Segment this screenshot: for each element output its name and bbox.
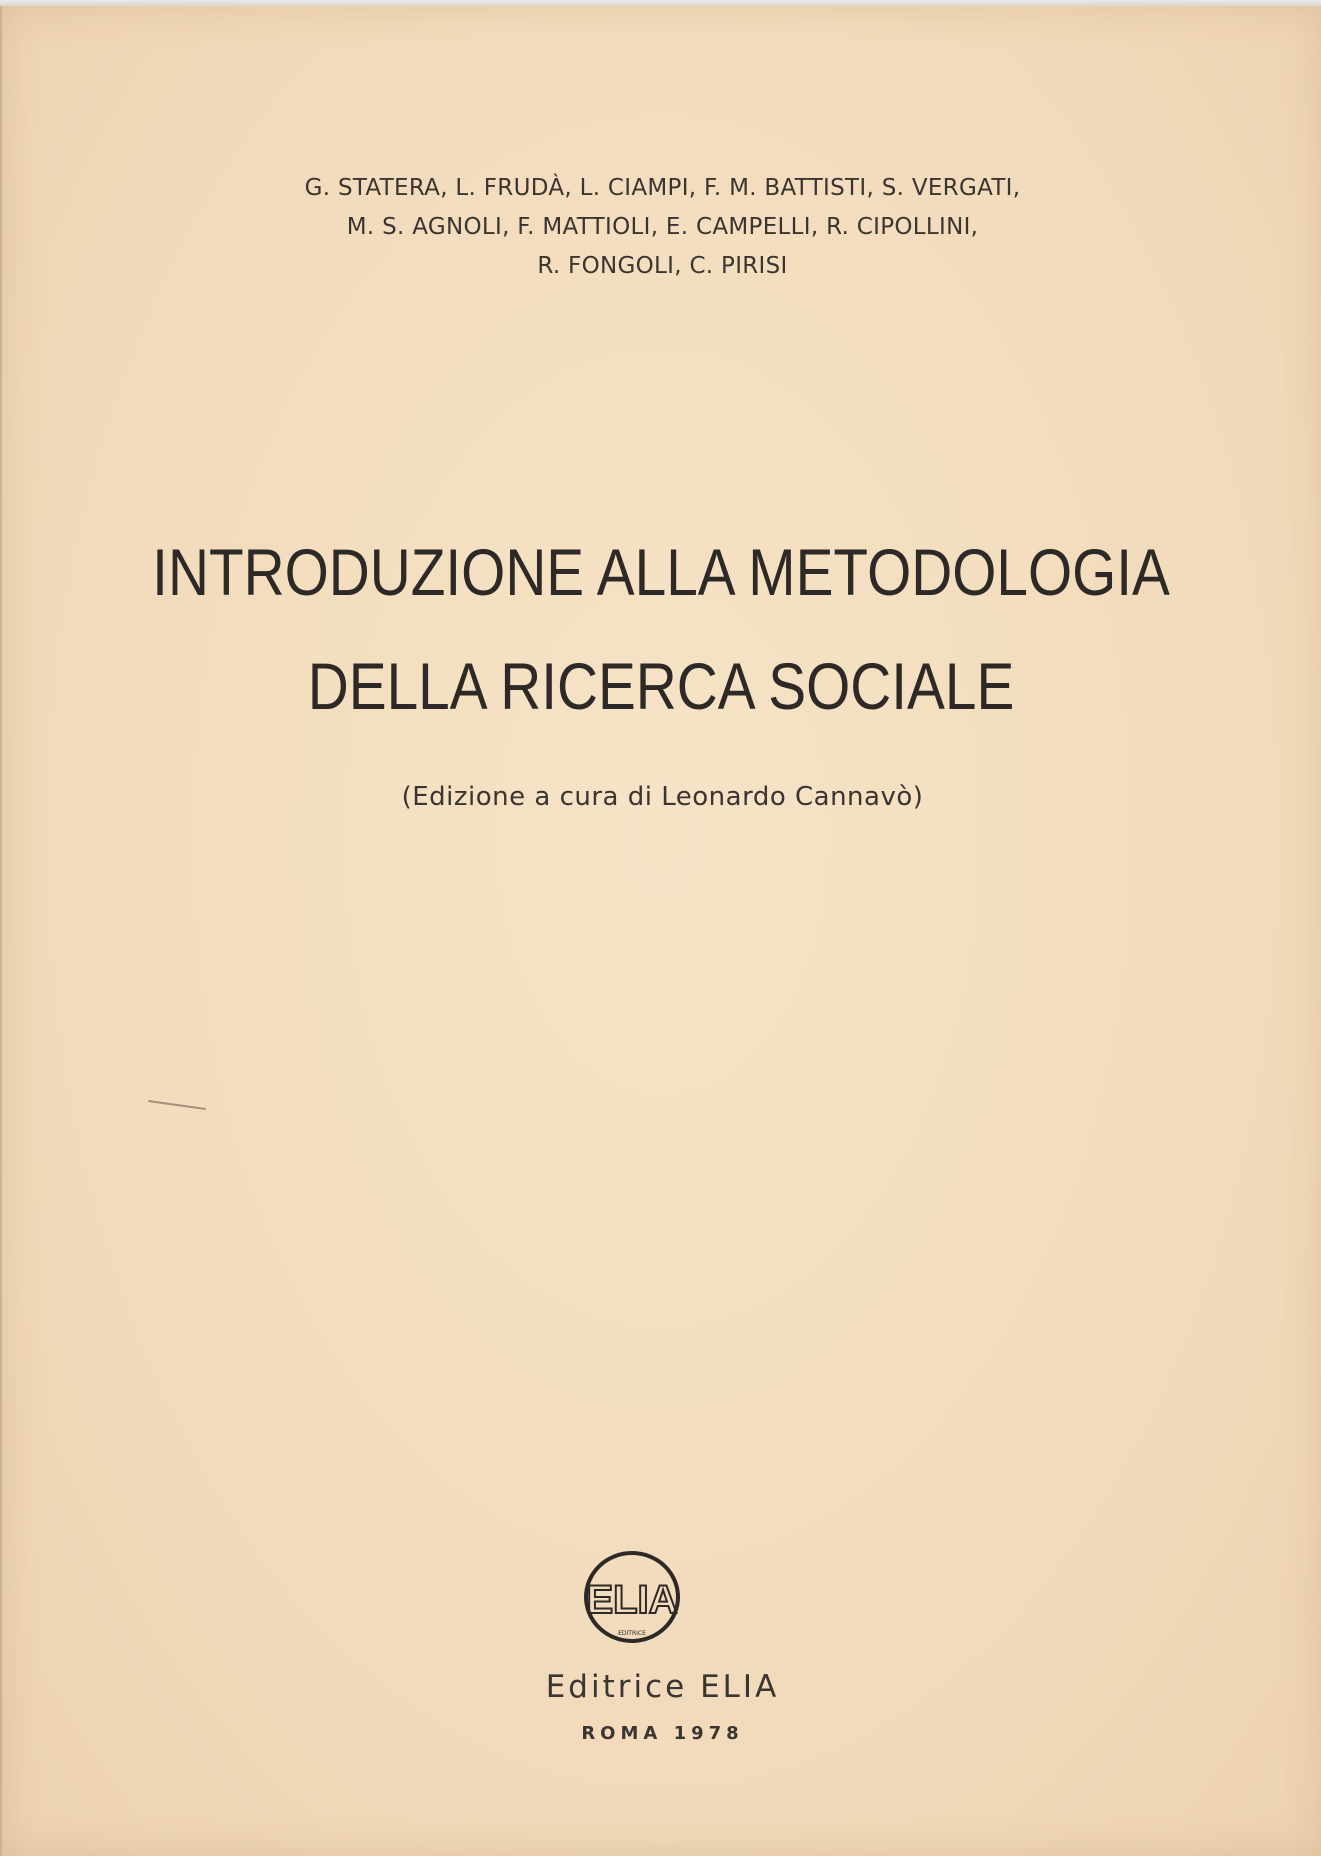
pencil-mark	[148, 1100, 206, 1110]
title-line-2: DELLA RICERCA SOCIALE	[307, 649, 1015, 723]
book-title	[93, 534, 1229, 762]
author-list	[2, 169, 1321, 286]
logo-small-text: EDITRICE	[618, 1630, 646, 1637]
author-line: R. FONGOLI, C. PIRISI	[537, 253, 788, 279]
publisher-logo-icon	[582, 1549, 682, 1649]
title-line-1: INTRODUZIONE ALLA METODOLOGIA	[152, 535, 1170, 609]
author-line: G. STATERA, L. FRUDÀ, L. CIAMPI, F. M. BATTISTI, S. VERGATI,	[304, 175, 1021, 201]
publisher-name: Editrice ELIA	[545, 1669, 780, 1705]
edition-note: (Edizione a cura di Leonardo Cannavò)	[401, 782, 924, 812]
title-page	[0, 6, 1321, 1856]
author-line: M. S. AGNOLI, F. MATTIOLI, E. CAMPELLI, R. CIPOLLINI,	[346, 214, 979, 240]
place-and-year: ROMA 1978	[581, 1723, 744, 1744]
logo-text: ELIA	[586, 1578, 678, 1622]
